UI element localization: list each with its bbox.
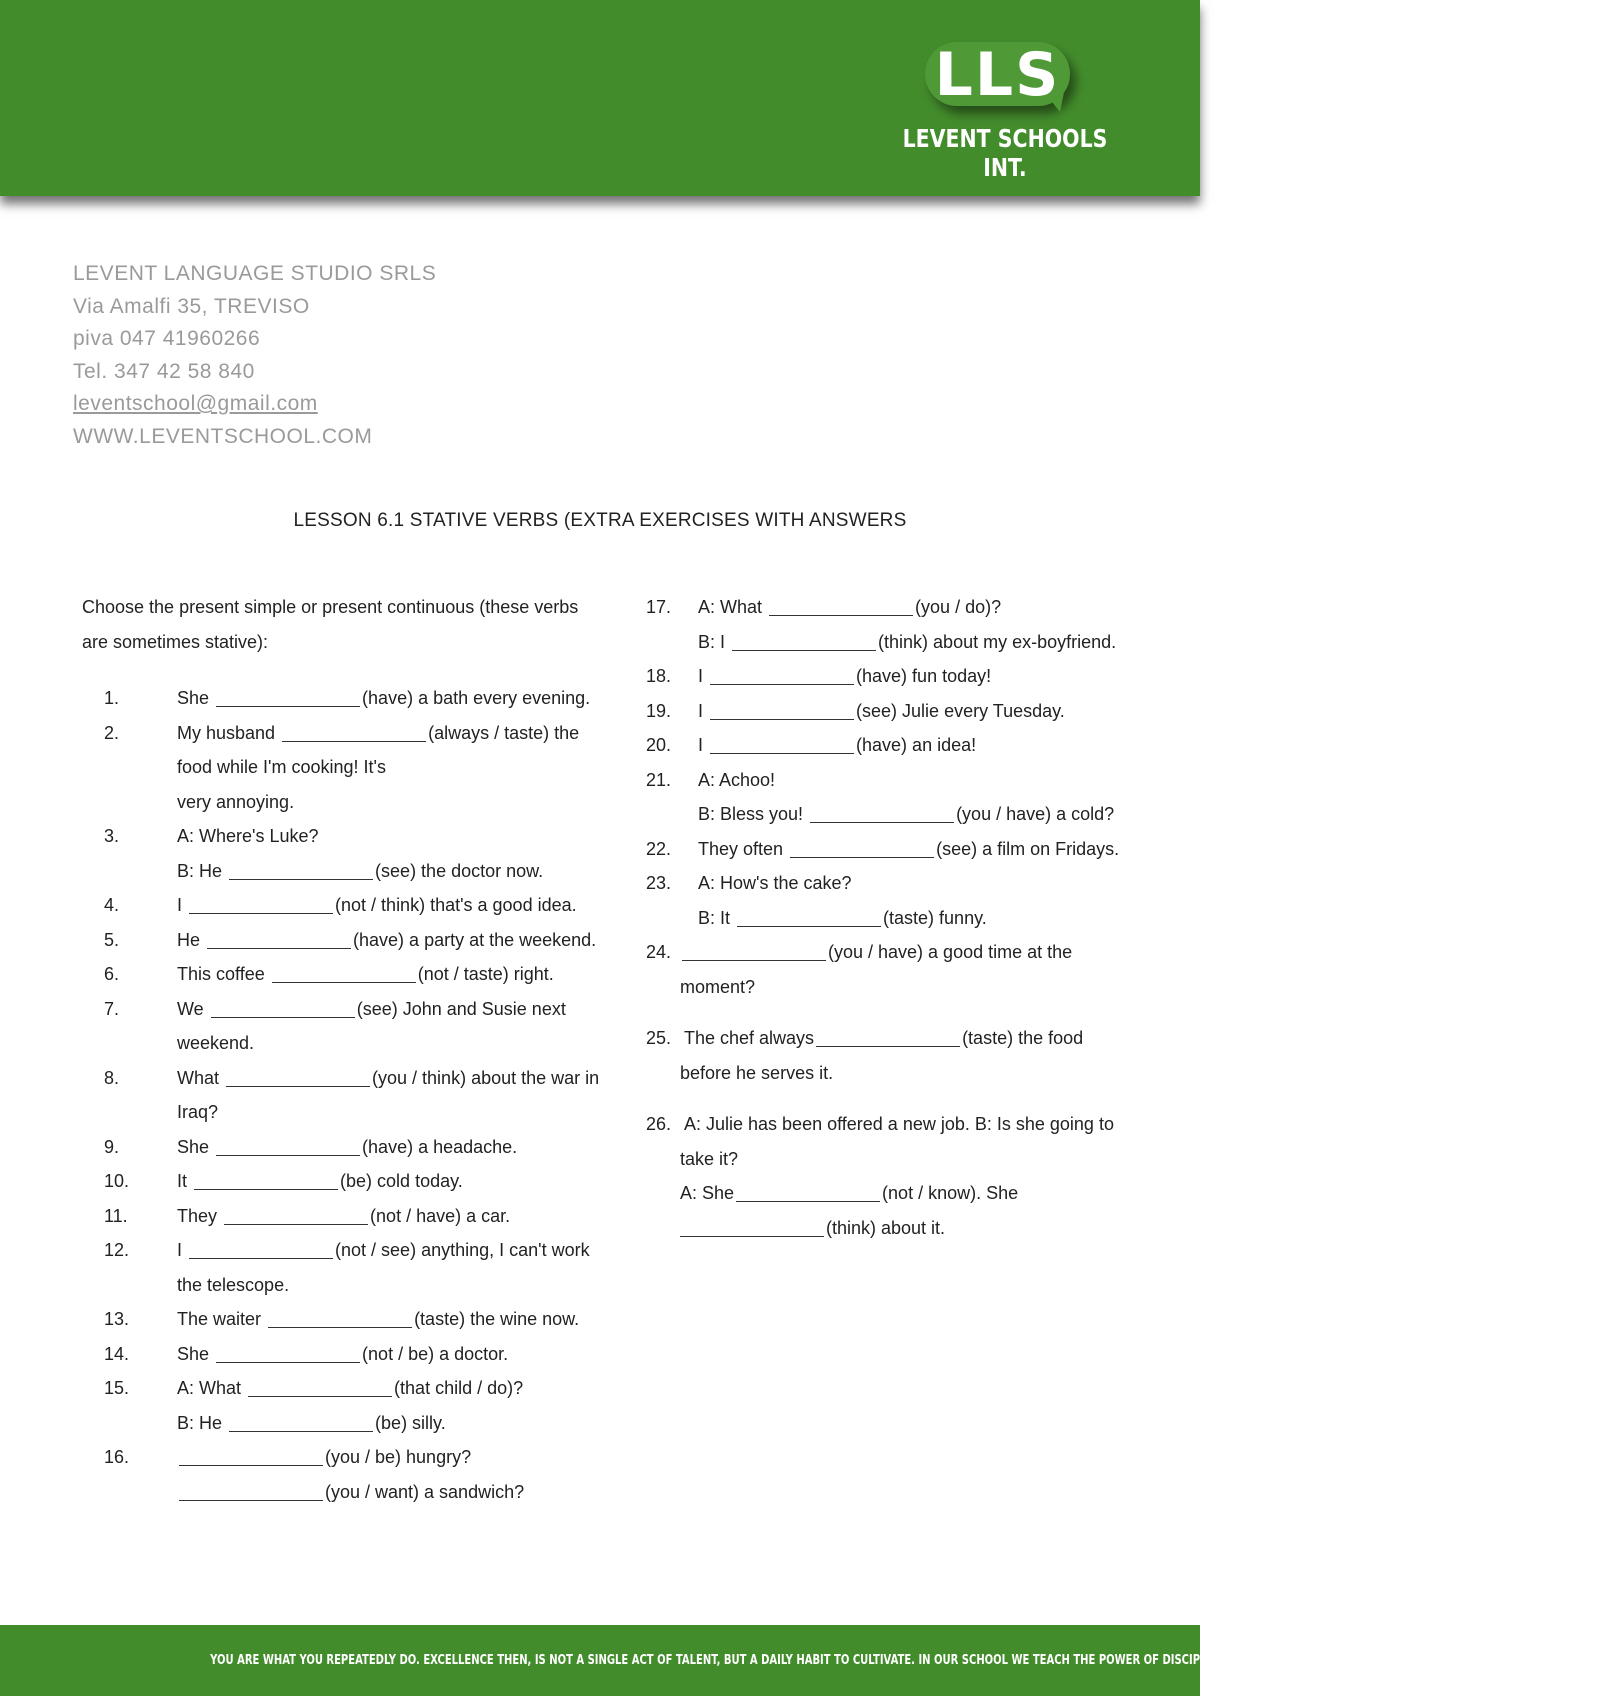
answer-blank[interactable] xyxy=(189,895,333,914)
exercise-item xyxy=(646,832,1120,867)
exercise-line: before he serves it. xyxy=(680,1062,834,1083)
exercise-item xyxy=(646,866,1116,935)
instructions: Choose the present simple or present continuous (these verbs are sometimes stative): xyxy=(82,597,579,652)
company-name: LEVENT LANGUAGE STUDIO SRLS xyxy=(73,262,437,285)
exercise-line: A: What (you / do)? xyxy=(698,597,1002,617)
exercise-number: 3. xyxy=(104,826,120,846)
answer-blank[interactable] xyxy=(710,735,854,754)
exercise-line: This coffee (not / taste) right. xyxy=(177,964,554,984)
exercise-line: I (have) fun today! xyxy=(698,666,992,686)
exercise-list-left xyxy=(82,681,600,1509)
answer-blank[interactable] xyxy=(710,666,854,685)
exercise-line: (you / be) hungry? xyxy=(177,1440,582,1475)
exercise-line: A: What (that child / do)? xyxy=(177,1378,524,1398)
exercise-number: 26. xyxy=(646,1114,672,1134)
answer-blank[interactable] xyxy=(710,701,854,720)
answer-blank[interactable] xyxy=(810,804,954,823)
exercise-item xyxy=(82,888,582,923)
answer-blank[interactable] xyxy=(790,839,934,858)
answer-blank[interactable] xyxy=(268,1309,412,1328)
exercise-item xyxy=(646,728,1116,763)
exercise-item xyxy=(82,1337,582,1372)
exercise-item xyxy=(646,763,1116,832)
page-title: LESSON 6.1 STATIVE VERBS (EXTRA EXERCISES WITH ANSWERS xyxy=(293,510,907,531)
answer-blank[interactable] xyxy=(224,1206,368,1225)
answer-blank[interactable] xyxy=(680,1218,824,1237)
exercise-item xyxy=(646,1107,1116,1142)
exercise-line: Iraq? xyxy=(177,1102,219,1122)
exercise-number: 23. xyxy=(646,873,672,893)
answer-blank[interactable] xyxy=(216,1344,360,1363)
contact-block xyxy=(73,258,436,453)
exercise-line: I (see) Julie every Tuesday. xyxy=(698,700,1065,721)
exercise-line: B: Bless you! (you / have) a cold? xyxy=(698,804,1115,824)
website-link[interactable]: WWW.LEVENTSCHOOL.COM xyxy=(73,424,373,448)
exercise-line: She (not / be) a doctor. xyxy=(177,1343,509,1364)
exercise-item xyxy=(82,992,582,1061)
exercise-item xyxy=(82,1199,582,1234)
exercise-number: 24. xyxy=(646,942,672,962)
exercise-line: We (see) John and Susie next xyxy=(177,998,566,1019)
answer-blank[interactable] xyxy=(248,1378,392,1397)
exercise-number: 1. xyxy=(104,688,120,708)
exercise-number: 10. xyxy=(104,1171,130,1191)
logo-name: LEVENT SCHOOLS INT. xyxy=(902,124,1108,182)
answer-blank[interactable] xyxy=(179,1447,323,1466)
exercise-item xyxy=(82,1061,600,1130)
answer-blank[interactable] xyxy=(226,1068,370,1087)
exercise-column-left xyxy=(82,590,600,1509)
exercise-number: 22. xyxy=(646,838,672,859)
exercise-line: The chef always (taste) the food xyxy=(684,1028,1084,1048)
exercise-item xyxy=(82,923,597,958)
exercise-line: A: Achoo! xyxy=(698,769,776,790)
answer-blank[interactable] xyxy=(179,1482,323,1501)
header-banner xyxy=(0,0,1200,196)
exercise-number: 7. xyxy=(104,998,120,1019)
exercise-number: 21. xyxy=(646,769,672,790)
answer-blank[interactable] xyxy=(216,1137,360,1156)
answer-blank[interactable] xyxy=(216,688,360,707)
answer-blank[interactable] xyxy=(816,1028,960,1047)
answer-blank[interactable] xyxy=(272,964,416,983)
exercise-item xyxy=(646,935,1116,970)
answer-blank[interactable] xyxy=(736,1183,880,1202)
exercise-line: B: He (see) the doctor now. xyxy=(177,860,544,881)
exercise-line: B: He (be) silly. xyxy=(177,1412,446,1433)
exercise-item xyxy=(82,716,582,820)
exercise-line: (you / have) a good time at the xyxy=(680,935,1116,970)
exercise-line: It (be) cold today. xyxy=(177,1171,463,1191)
answer-blank[interactable] xyxy=(189,1240,333,1259)
exercise-line: My husband (always / taste) the xyxy=(177,722,580,743)
answer-blank[interactable] xyxy=(207,930,351,949)
exercise-number: 9. xyxy=(104,1136,120,1157)
exercise-item xyxy=(646,694,1116,729)
footer-motto: YOU ARE WHAT YOU REPEATEDLY DO. EXCELLENCE THEN, IS NOT A SINGLE ACT OF TALENT, BUT A DAILY HABIT TO CULTIVATE. IN OUR SCHOOL WE TEACH THE POWER OF DISCIPLINE AND THE BEAUTY OF EXERCISE. xyxy=(210,1652,1407,1668)
exercise-line: take it? xyxy=(680,1148,739,1169)
answer-blank[interactable] xyxy=(769,597,913,616)
exercise-item xyxy=(646,659,1116,694)
exercise-line: They (not / have) a car. xyxy=(177,1205,511,1226)
exercise-line: A: She (not / know). She xyxy=(680,1183,1019,1203)
exercise-line: They often (see) a film on Fridays. xyxy=(698,838,1120,859)
exercise-item xyxy=(82,1302,582,1337)
exercise-number: 11. xyxy=(104,1205,128,1226)
exercise-line: moment? xyxy=(680,976,756,997)
exercise-number: 4. xyxy=(104,895,120,915)
exercise-number: 25. xyxy=(646,1028,672,1048)
exercise-item xyxy=(82,957,582,992)
exercise-number: 12. xyxy=(104,1240,130,1260)
footer-banner xyxy=(0,1625,1407,1696)
exercise-line: food while I'm cooking! It's xyxy=(177,757,386,777)
answer-blank[interactable] xyxy=(211,999,355,1018)
exercise-line: The waiter (taste) the wine now. xyxy=(177,1309,580,1329)
exercise-column-right xyxy=(646,590,1120,1245)
answer-blank[interactable] xyxy=(737,908,881,927)
exercise-item xyxy=(646,590,1116,659)
exercise-line: A: Where's Luke? xyxy=(177,826,319,846)
exercise-line: (think) about it. xyxy=(678,1211,1116,1246)
answer-blank[interactable] xyxy=(229,1413,373,1432)
exercise-item xyxy=(82,1371,582,1440)
exercise-item xyxy=(646,1021,1116,1056)
exercise-number: 6. xyxy=(104,964,120,984)
answer-blank[interactable] xyxy=(682,942,826,961)
exercise-number: 5. xyxy=(104,929,120,950)
company-address: Via Amalfi 35, TREVISO xyxy=(73,294,310,318)
answer-blank[interactable] xyxy=(282,723,426,742)
exercise-item xyxy=(82,819,582,888)
answer-blank[interactable] xyxy=(732,632,876,651)
exercise-line: I (not / see) anything, I can't work xyxy=(177,1240,590,1260)
exercise-item xyxy=(82,1164,582,1199)
exercise-list-right xyxy=(646,590,1120,935)
exercise-line: I (have) an idea! xyxy=(698,735,977,755)
exercise-number: 19. xyxy=(646,700,672,721)
exercise-item xyxy=(82,681,591,716)
exercise-line: very annoying. xyxy=(177,791,295,812)
exercise-number: 17. xyxy=(646,597,672,617)
exercise-number: 18. xyxy=(646,666,672,686)
exercise-line: A: How's the cake? xyxy=(698,873,852,893)
company-vat: piva 047 41960266 xyxy=(73,327,261,350)
exercise-number: 16. xyxy=(104,1447,130,1467)
exercise-number: 8. xyxy=(104,1067,120,1088)
answer-blank[interactable] xyxy=(229,861,373,880)
exercise-line: B: I (think) about my ex-boyfriend. xyxy=(698,631,1117,652)
exercise-line: I (not / think) that's a good idea. xyxy=(177,895,577,915)
exercise-item xyxy=(82,1440,582,1509)
exercise-line: What (you / think) about the war in xyxy=(177,1067,600,1088)
exercise-line: weekend. xyxy=(177,1033,255,1053)
exercise-line: (you / want) a sandwich? xyxy=(177,1475,582,1510)
answer-blank[interactable] xyxy=(194,1171,338,1190)
exercise-number: 13. xyxy=(104,1309,130,1329)
exercise-line: A: Julie has been offered a new job. B: Is she going to xyxy=(684,1114,1114,1134)
exercise-line: B: It (taste) funny. xyxy=(698,907,987,928)
exercise-line: She (have) a headache. xyxy=(177,1136,518,1157)
exercise-line: He (have) a party at the weekend. xyxy=(177,929,597,950)
exercise-item xyxy=(82,1233,590,1302)
email-link[interactable]: leventschool@gmail.com xyxy=(73,392,318,415)
exercise-number: 14. xyxy=(104,1343,130,1364)
exercise-number: 20. xyxy=(646,735,672,755)
exercise-line: the telescope. xyxy=(177,1274,290,1295)
exercise-number: 15. xyxy=(104,1378,130,1398)
company-phone: Tel. 347 42 58 840 xyxy=(73,359,255,383)
logo-mark: LLS xyxy=(934,40,1061,110)
exercise-item xyxy=(82,1130,582,1165)
exercise-line: She (have) a bath every evening. xyxy=(177,688,591,708)
exercise-number: 2. xyxy=(104,722,120,743)
